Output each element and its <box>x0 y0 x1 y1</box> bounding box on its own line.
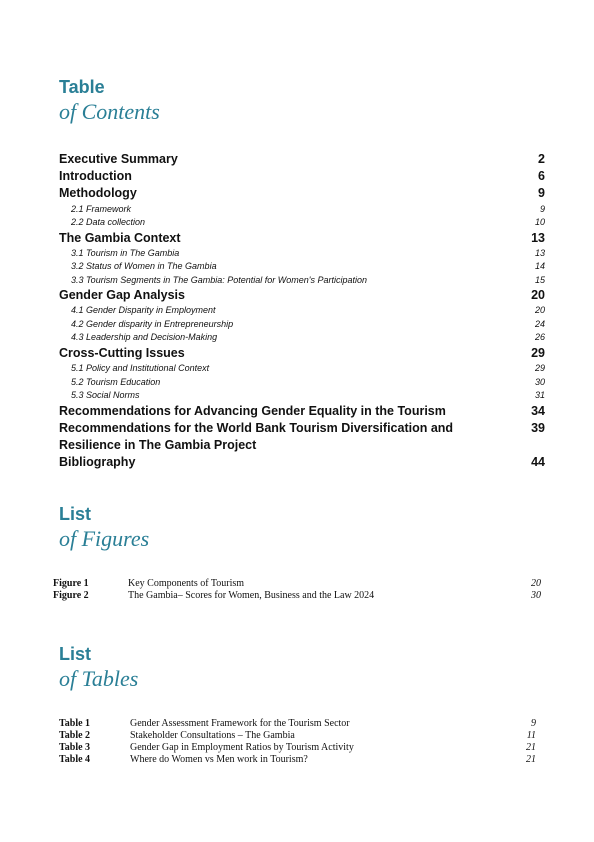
list-of-figures <box>53 578 541 602</box>
toc-heading <box>59 78 160 123</box>
toc-entry-page: 10 <box>534 217 545 228</box>
toc-entry-page: 20 <box>534 305 545 316</box>
toc-entry[interactable] <box>59 230 545 247</box>
toc-entry-page: 2 <box>538 152 545 166</box>
figure-page: 30 <box>531 590 541 601</box>
figures-heading-line1: List <box>59 504 92 524</box>
toc-entry-title: Bibliography <box>59 455 136 470</box>
toc-entry-page: 39 <box>531 420 545 435</box>
table-page: 21 <box>526 742 536 753</box>
toc-entry-page: 31 <box>534 390 545 401</box>
table-entry[interactable] <box>59 754 536 766</box>
toc-entry-page: 29 <box>531 345 545 360</box>
figure-label: Figure 2 <box>53 590 89 601</box>
toc-entry-page: 9 <box>538 186 545 201</box>
toc-entry-page: 13 <box>534 247 545 258</box>
toc-subentry[interactable] <box>59 260 545 274</box>
toc-entry-page: 34 <box>531 403 545 418</box>
toc-entry-page: 30 <box>534 376 545 387</box>
toc-entry[interactable] <box>59 168 545 185</box>
toc-entry-title: 5.2 Tourism Education <box>71 376 161 387</box>
toc-entry[interactable] <box>59 185 545 202</box>
figure-caption: Key Components of Tourism <box>128 578 245 589</box>
table-entry[interactable] <box>59 730 536 742</box>
toc-entry-title: 3.1 Tourism in The Gambia <box>71 247 180 258</box>
toc-entry-page: 26 <box>534 332 545 343</box>
toc-subentry[interactable] <box>59 203 545 217</box>
toc-entry-title: 3.3 Tourism Segments in The Gambia: Potential for Women's Participation <box>71 274 368 285</box>
toc-subentry[interactable] <box>59 216 545 230</box>
toc-entry-title: The Gambia Context <box>59 230 181 245</box>
toc-entry[interactable] <box>59 454 545 471</box>
toc-entry-title: Cross-Cutting Issues <box>59 345 185 360</box>
toc-entry-page: 14 <box>534 261 545 272</box>
figure-entry[interactable] <box>53 578 541 590</box>
toc-entry-page: 29 <box>534 363 545 374</box>
toc-entry[interactable] <box>59 287 545 304</box>
table-label: Table 2 <box>59 730 91 741</box>
toc-entry-page: 13 <box>531 230 545 245</box>
toc-entry-page: 44 <box>531 455 545 470</box>
toc-entry-title: Recommendations for Advancing Gender Equality in the Tourism <box>59 403 446 418</box>
toc-entry-title: Executive Summary <box>59 152 178 166</box>
tables-heading <box>59 645 138 690</box>
toc-heading-line1: Table <box>59 77 105 97</box>
table-page: 9 <box>531 718 536 729</box>
table-entry[interactable] <box>59 718 536 730</box>
table-page: 11 <box>526 730 536 741</box>
toc-entry-page: 15 <box>534 274 545 285</box>
toc-entry-title: 3.2 Status of Women in The Gambia <box>71 261 217 272</box>
table-caption: Gender Gap in Employment Ratios by Tourism Activity <box>130 742 354 753</box>
figures-heading <box>59 505 149 550</box>
toc-entry-title: Gender Gap Analysis <box>59 288 185 303</box>
toc-entry[interactable] <box>59 403 545 420</box>
toc-entry-title: 4.3 Leadership and Decision-Making <box>71 332 218 343</box>
figure-page: 20 <box>531 578 541 589</box>
toc-entry-title: 2.2 Data collection <box>71 217 146 228</box>
toc-subentry[interactable] <box>59 362 545 376</box>
toc-subentry[interactable] <box>59 376 545 390</box>
figure-caption: The Gambia– Scores for Women, Business and the Law 2024 <box>128 590 375 601</box>
toc-entry-title: Methodology <box>59 186 137 201</box>
toc-entry-page: 20 <box>531 288 545 303</box>
figure-label: Figure 1 <box>53 578 89 589</box>
table-label: Table 1 <box>59 718 91 729</box>
toc-subentry[interactable] <box>59 274 545 288</box>
table-label: Table 3 <box>59 742 91 753</box>
toc-entry-title: 5.3 Social Norms <box>71 390 140 401</box>
toc-entry[interactable] <box>59 345 545 362</box>
table-caption: Gender Assessment Framework for the Tourism Sector <box>130 718 350 729</box>
toc-entry[interactable] <box>59 151 545 168</box>
table-page: 21 <box>526 754 536 765</box>
toc-subentry[interactable] <box>59 247 545 261</box>
toc-entry-title: 4.2 Gender disparity in Entrepreneurship <box>71 318 234 329</box>
table-label: Table 4 <box>59 754 91 765</box>
tables-heading-line1: List <box>59 644 92 664</box>
toc-entry-title: Introduction <box>59 169 132 184</box>
toc-entry-page: 6 <box>538 169 545 184</box>
figures-heading-line2: of Figures <box>59 526 150 551</box>
table-of-contents <box>59 151 545 471</box>
toc-entry-page: 9 <box>539 203 545 214</box>
figure-entry[interactable] <box>53 590 541 602</box>
toc-entry-title: 4.1 Gender Disparity in Employment <box>71 305 216 316</box>
toc-heading-line2: of Contents <box>59 99 160 124</box>
toc-subentry[interactable] <box>59 318 545 332</box>
toc-entry-title: Recommendations for the World Bank Tourism Diversification and Resilience in The Gambia Project <box>59 420 454 453</box>
toc-entry-title: 2.1 Framework <box>71 203 132 214</box>
toc-subentry[interactable] <box>59 304 545 318</box>
toc-subentry[interactable] <box>59 331 545 345</box>
list-of-tables <box>59 718 536 766</box>
table-caption: Where do Women vs Men work in Tourism? <box>130 754 308 765</box>
toc-entry[interactable] <box>59 420 545 454</box>
table-caption: Stakeholder Consultations – The Gambia <box>130 730 295 741</box>
toc-entry-title: 5.1 Policy and Institutional Context <box>71 363 210 374</box>
toc-subentry[interactable] <box>59 389 545 403</box>
toc-entry-page: 24 <box>534 318 545 329</box>
tables-heading-line2: of Tables <box>59 666 139 691</box>
table-entry[interactable] <box>59 742 536 754</box>
